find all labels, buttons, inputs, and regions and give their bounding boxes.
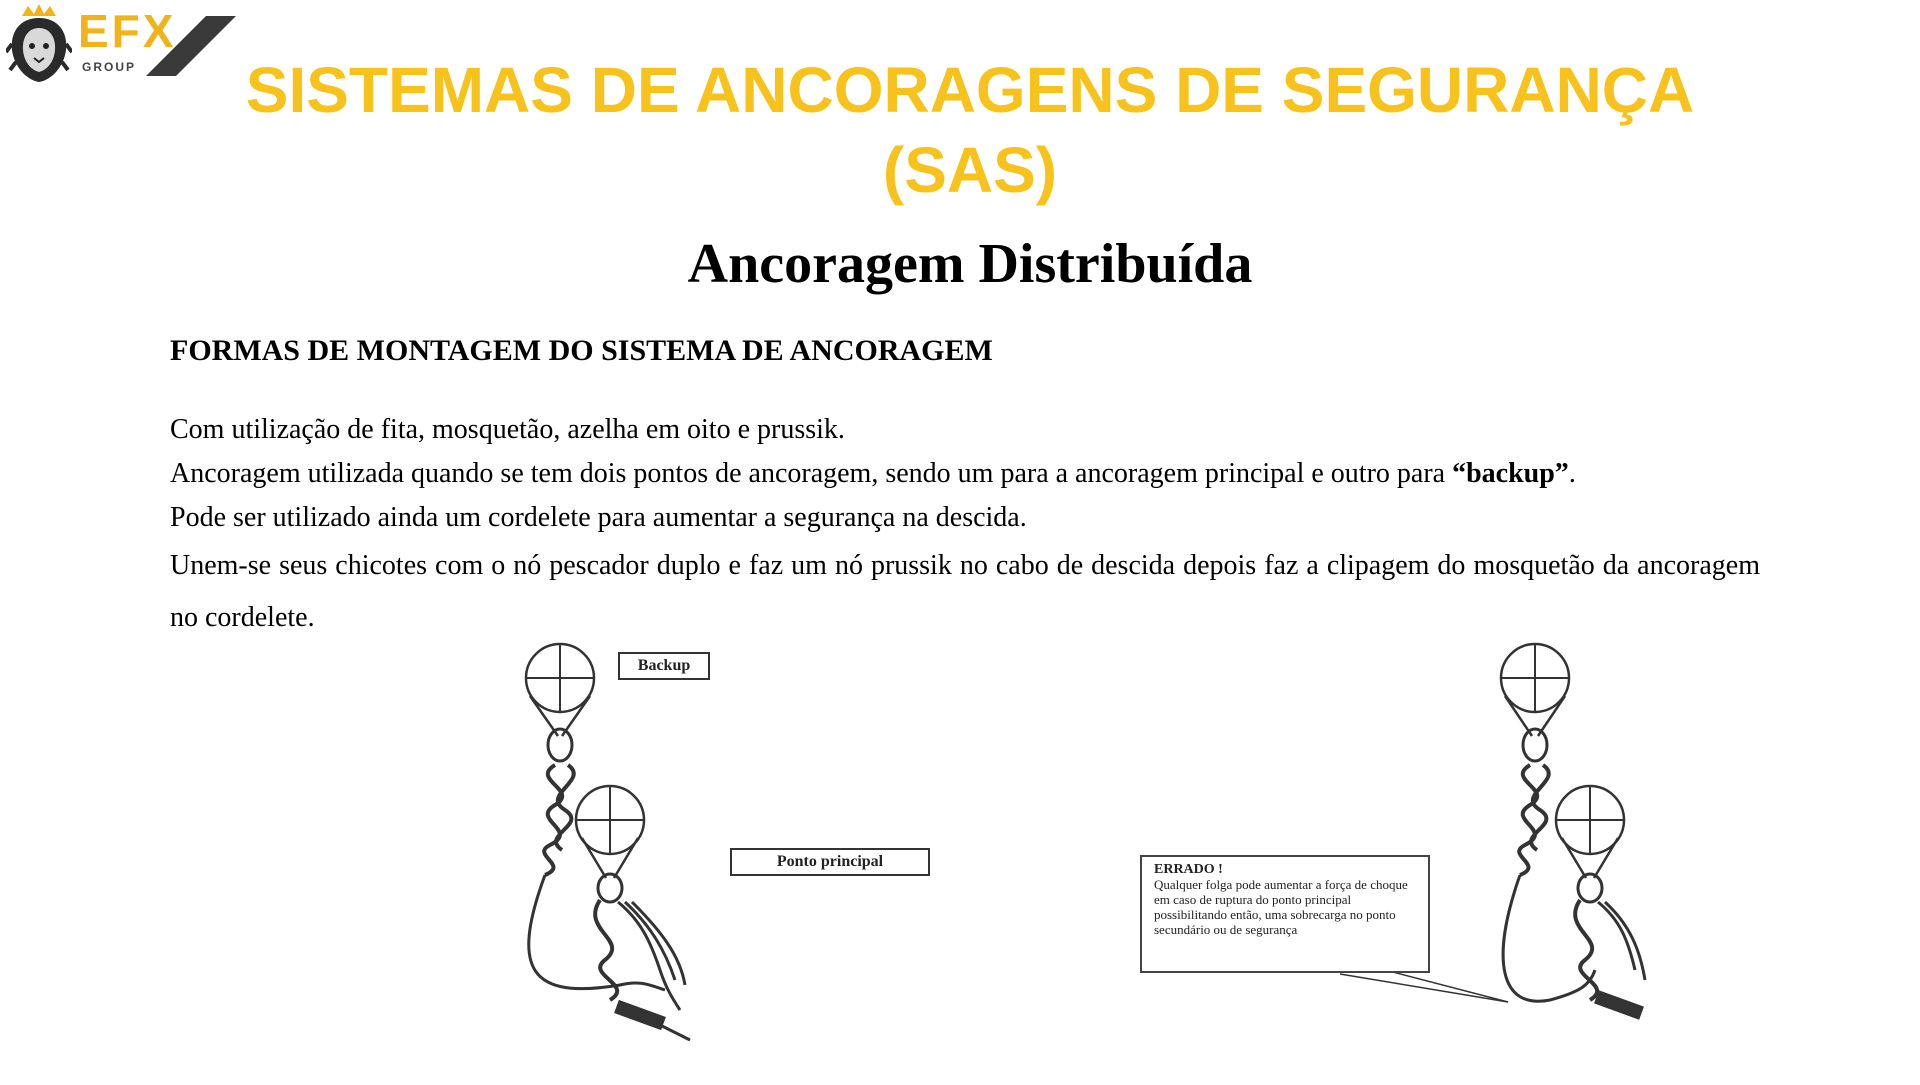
- lion-head-icon: [6, 4, 72, 82]
- warning-text: Qualquer folga pode aumentar a força de choque em caso de ruptura do ponto principal possibilitando então, uma sobrecarga no ponto secundário ou de segurança: [1154, 877, 1408, 937]
- warning-title: ERRADO !: [1154, 862, 1223, 877]
- logo-efx-text: EFX: [78, 5, 177, 57]
- paragraph-2-end: .: [1568, 458, 1576, 489]
- page-title: SISTEMAS DE ANCORAGENS DE SEGURANÇA (SAS): [245, 54, 1695, 206]
- paragraph-2-bold: “backup”: [1452, 458, 1569, 489]
- logo-group-text: GROUP: [82, 60, 137, 74]
- section-heading: FORMAS DE MONTAGEM DO SISTEMA DE ANCORAGEM: [170, 334, 993, 367]
- paragraph-1: Com utilização de fita, mosquetão, azelha em oito e prussik.: [170, 414, 845, 445]
- paragraph-3: Pode ser utilizado ainda um cordelete para aumentar a segurança na descida.: [170, 502, 1027, 533]
- page-subtitle: Ancoragem Distribuída: [687, 233, 1253, 295]
- paragraph-2-text: Ancoragem utilizada quando se tem dois pontos de ancoragem, sendo um para a ancoragem principal e outro para: [170, 458, 1453, 489]
- paragraph-2: [170, 452, 1760, 496]
- paragraph-4: Unem-se seus chicotes com o nó pescador duplo e faz um nó prussik no cabo de descida depois faz a clipagem do mosquetão da ancoragem no cordelete.: [170, 550, 1760, 633]
- principal-label: Ponto principal: [730, 848, 930, 876]
- body-text: [170, 408, 1760, 644]
- backup-label: Backup: [618, 652, 710, 680]
- anchorage-diagram-wrong: [1140, 640, 1660, 1080]
- anchorage-diagram-correct: [500, 640, 1220, 1080]
- warning-box: [1140, 855, 1430, 973]
